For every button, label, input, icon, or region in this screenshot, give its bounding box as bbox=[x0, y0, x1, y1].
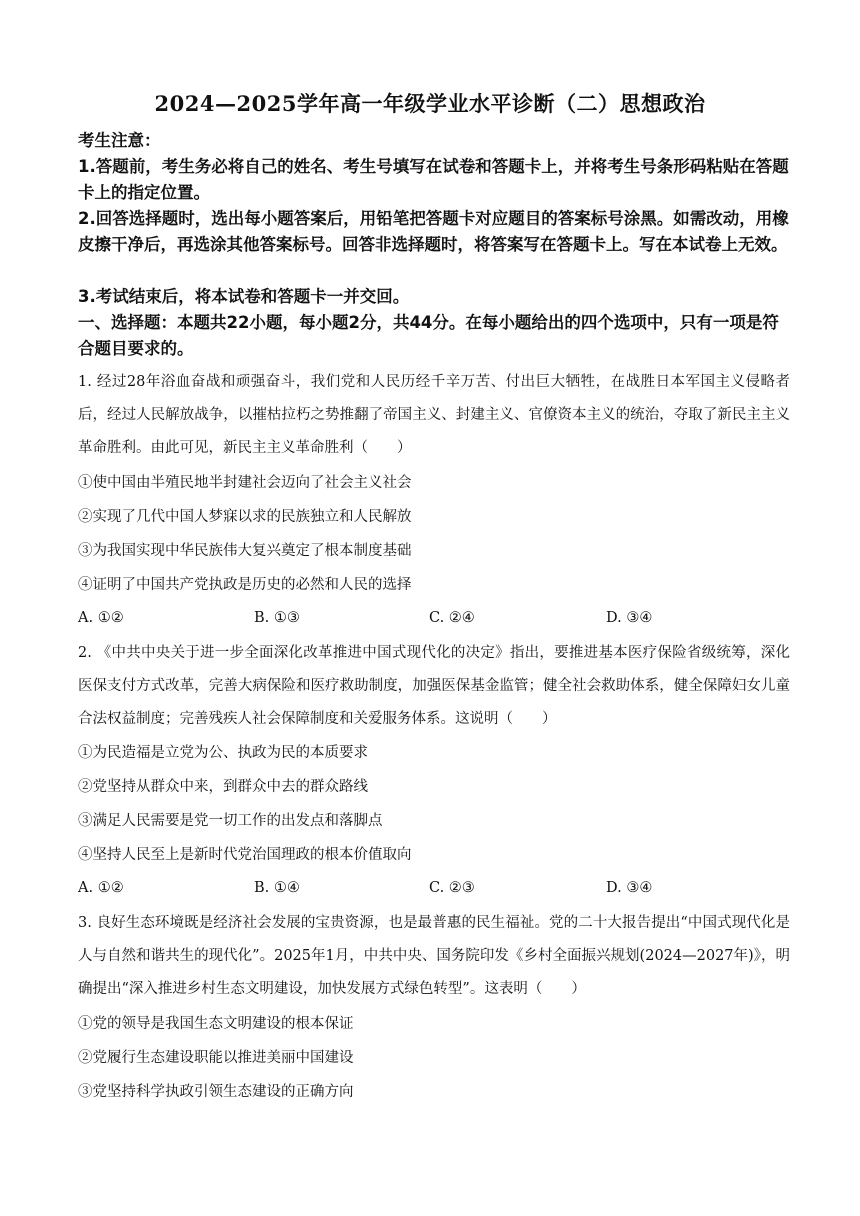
section-heading: 一、选择题：本题共22小题，每小题2分，共44分。在每小题给出的四个选项中，只有一项是符合题目要求的。 bbox=[78, 313, 779, 358]
question-2-option-2: ②党坚持从群众中来，到群众中去的群众路线 bbox=[78, 779, 368, 795]
question-1-option-2: ②实现了几代中国人梦寐以求的民族独立和人民解放 bbox=[78, 509, 412, 525]
question-1-option-3: ③为我国实现中华民族伟大复兴奠定了根本制度基础 bbox=[78, 543, 412, 559]
question-3-option-3: ③党坚持科学执政引领生态建设的正确方向 bbox=[78, 1084, 354, 1100]
question-1-choice-d: D. ③④ bbox=[606, 610, 653, 626]
question-2-choices bbox=[78, 878, 790, 898]
question-2-choice-b: B. ①④ bbox=[254, 880, 300, 896]
question-2-option-4: ④坚持人民至上是新时代党治国理政的根本价值取向 bbox=[78, 847, 412, 863]
question-1-choice-a: A. ①② bbox=[78, 610, 124, 626]
question-1-option-4: ④证明了中国共产党执政是历史的必然和人民的选择 bbox=[78, 577, 412, 593]
question-1-stem: 1. 经过28年浴血奋战和顽强奋斗，我们党和人民历经千辛万苦、付出巨大牺牲，在战胜日本军国主义侵略者后，经过人民解放战争，以摧枯拉朽之势推翻了帝国主义、封建主义、官僚资本主义的统治，夺取了新民主主义革命胜利。由此可见，新民主主义革命胜利（ ） bbox=[78, 374, 790, 456]
question-1-choices bbox=[78, 608, 790, 628]
notice-heading: 考生注意： bbox=[78, 131, 161, 150]
page-title: 2024—2025学年高一年级学业水平诊断（二）思想政治 bbox=[154, 91, 706, 116]
question-2-option-1: ①为民造福是立党为公、执政为民的本质要求 bbox=[78, 745, 368, 761]
question-1-choice-c: C. ②④ bbox=[429, 610, 475, 626]
question-3-stem: 3. 良好生态环境既是经济社会发展的宝贵资源，也是最普惠的民生福祉。党的二十大报告提出“中国式现代化是人与自然和谐共生的现代化”。2025年1月，中共中央、国务院印发《乡村全面振兴规划(2024—2027年)》，明确提出“深入推进乡村生态文明建设，加快发展方式绿色转型”。这表明（ ） bbox=[78, 915, 790, 997]
question-2-option-3: ③满足人民需要是党一切工作的出发点和落脚点 bbox=[78, 813, 383, 829]
notice-item-3: 3.考试结束后，将本试卷和答题卡一并交回。 bbox=[78, 287, 410, 306]
question-2-choice-d: D. ③④ bbox=[606, 880, 653, 896]
question-2-choice-a: A. ①② bbox=[78, 880, 124, 896]
notice-item-1: 1.答题前，考生务必将自己的姓名、考生号填写在试卷和答题卡上，并将考生号条形码粘贴在答题卡上的指定位置。 bbox=[78, 157, 789, 202]
question-1-option-1: ①使中国由半殖民地半封建社会迈向了社会主义社会 bbox=[78, 475, 412, 491]
question-2-choice-c: C. ②③ bbox=[429, 880, 475, 896]
question-3-option-1: ①党的领导是我国生态文明建设的根本保证 bbox=[78, 1016, 354, 1032]
question-1-choice-b: B. ①③ bbox=[254, 610, 300, 626]
notice-item-2: 2.回答选择题时，选出每小题答案后，用铅笔把答题卡对应题目的答案标号涂黑。如需改动，用橡皮擦干净后，再选涂其他答案标号。回答非选择题时，将答案写在答题卡上。写在本试卷上无效。 bbox=[78, 209, 789, 254]
question-3-option-2: ②党履行生态建设职能以推进美丽中国建设 bbox=[78, 1050, 354, 1066]
question-2-stem: 2. 《中共中央关于进一步全面深化改革推进中国式现代化的决定》指出，要推进基本医疗保险省级统筹，深化医保支付方式改革，完善大病保险和医疗救助制度，加强医保基金监管；健全社会救助体系，健全保障妇女儿童合法权益制度；完善残疾人社会保障制度和关爱服务体系。这说明（ ） bbox=[78, 645, 790, 727]
